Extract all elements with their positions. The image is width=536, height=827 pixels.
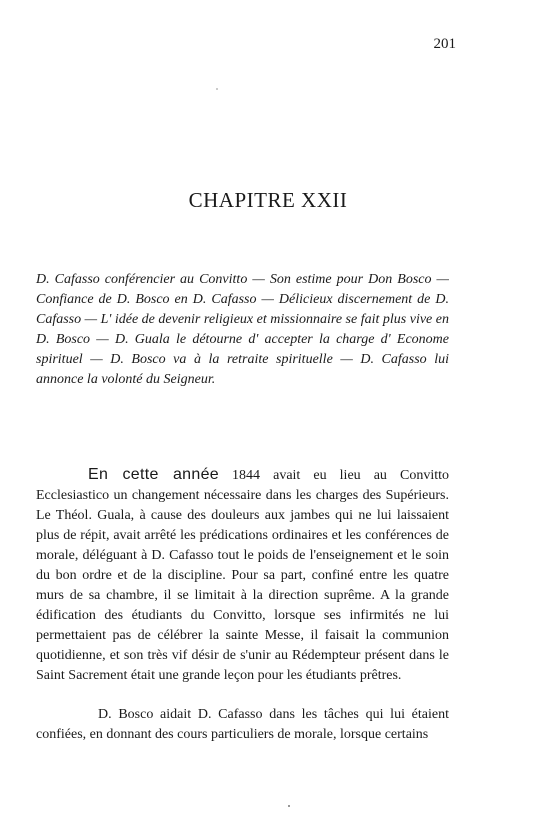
paragraph-text: [36, 465, 449, 686]
paragraph-lead-words: En cette année: [88, 466, 219, 483]
page-number: 201: [433, 36, 456, 52]
body-paragraph-2: [36, 705, 449, 745]
scan-speck: [288, 805, 290, 807]
chapter-title: CHAPITRE XXII: [188, 188, 348, 212]
scan-speck: [216, 88, 218, 90]
chapter-summary: D. Cafasso conférencier au Convitto — Son estime pour Don Bosco — Confiance de D. Bosco en D. Cafasso — Délicieux discernement de D. Cafasso — L' idée de devenir religieux et missionnaire se fait plus vive en D. Bosco — D. Guala le détourne d' accepter la charge d' Econome spirituel — D. Bosco va à la retraite spirituelle — D. Cafasso lui annonce la volonté du Seigneur.: [36, 272, 449, 387]
body-paragraph-1: [36, 465, 449, 686]
paragraph-body: 1844 avait eu lieu au Convitto Ecclesiastico un changement nécessaire dans les charges des Supérieurs. Le Théol. Guala, à cause des douleurs aux jambes qui ne lui laissaient plus de répit, avait arrêté les prédications ordinaires et les conférences de morale, déléguant à D. Cafasso tout le poids de l'enseignement et le soin du bon ordre et de la discipline. Pour sa part, confiné entre les quatre murs de sa chambre, il se limitait à la direction suprême. A la grande édification des étudiants du Convitto, lorsque ses infirmités ne lui permettaient pas de célébrer la sainte Messe, il faisait la communion quotidienne, et son très vif désir de s'unir au Rédempteur présent dans le Saint Sacrement était une grande leçon pour les étudiants prêtres.: [36, 468, 450, 683]
paragraph-text: D. Bosco aidait D. Cafasso dans les tâches qui lui étaient confiées, en donnant des cours particuliers de morale, lorsque certains: [36, 707, 449, 742]
